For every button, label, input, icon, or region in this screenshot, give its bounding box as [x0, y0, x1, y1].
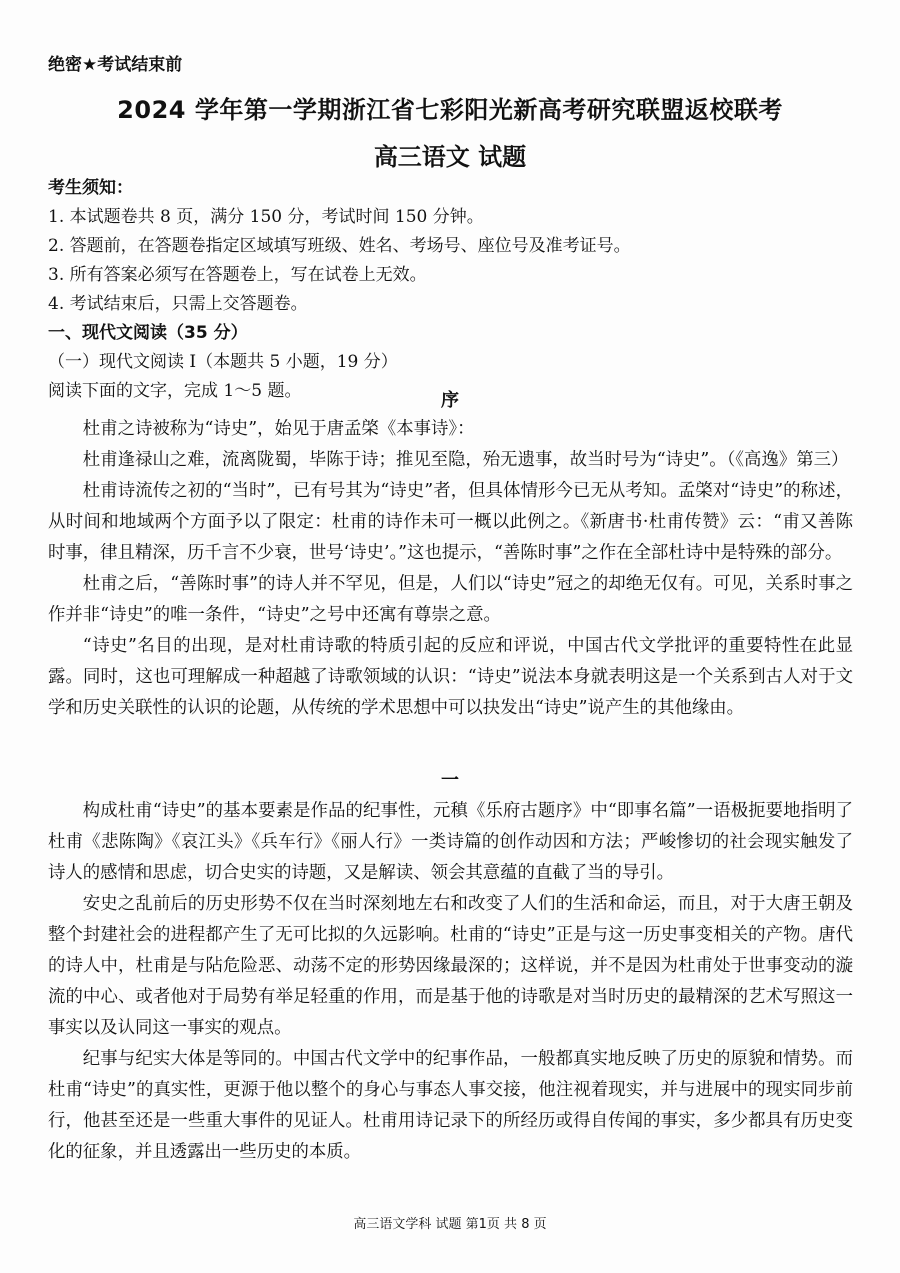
article-body [48, 796, 853, 1168]
page-footer: 高三语文学科 试题 第1页 共 8 页 [353, 1217, 547, 1232]
notice-item: 4. 考试结束后，只需上交答题卷。 [48, 294, 308, 314]
notice-item: 2. 答题前，在答题卷指定区域填写班级、姓名、考场号、座位号及准考证号。 [48, 236, 631, 256]
notice-block [48, 174, 858, 406]
subsection-title: （一）现代文阅读 I（本题共 5 小题，19 分） [48, 352, 398, 372]
confidential-label: 绝密★考试结束前 [48, 55, 183, 75]
paragraph: 纪事与纪实大体是等同的。中国古代文学中的纪事作品，一般都真实地反映了历史的原貌和情势。而杜甫“诗史”的真实性，更源于他以整个的身心与事态人事交接，他注视着现实，并与进展中的现实同步前行，他甚至还是一些重大事件的见证人。杜甫用诗记录下的所经历或得自传闻的事实，多少都具有历史变化的征象，并且透露出一些历史的本质。 [48, 1049, 853, 1162]
paragraph: 杜甫之后，“善陈时事”的诗人并不罕见，但是，人们以“诗史”冠之的却绝无仅有。可见，关系时事之作并非“诗史”的唯一条件，“诗史”之号中还寓有尊崇之意。 [48, 574, 853, 625]
quoted-paragraph: 杜甫逢禄山之难，流离陇蜀，毕陈于诗；推见至隐，殆无遗事，故当时号为“诗史”。（《高逸》第三） [82, 450, 849, 470]
reading-instruction: 阅读下面的文字，完成 1～5 题。 [48, 381, 302, 401]
exam-subtitle: 高三语文 试题 [373, 143, 527, 171]
article-intro [48, 414, 853, 724]
paragraph: 构成杜甫“诗史”的基本要素是作品的纪事性，元稹《乐府古题序》中“即事名篇”一语极扼要地指明了杜甫《悲陈陶》《哀江头》《兵车行》《丽人行》一类诗篇的创作动因和方法；严峻惨切的社会现实触发了诗人的感情和思虑，切合史实的诗题，又是解读、领会其意蕴的直截了当的导引。 [48, 801, 853, 883]
section-title: 一、现代文阅读（35 分） [48, 323, 248, 343]
notice-item: 1. 本试题卷共 8 页，满分 150 分，考试时间 150 分钟。 [48, 207, 484, 227]
paragraph: “诗史”名目的出现，是对杜甫诗歌的特质引起的反应和评说，中国古代文学批评的重要特性在此显露。同时，这也可理解成一种超越了诗歌领域的认识：“诗史”说法本身就表明这是一个关系到古人对于文学和历史关联性的认识的论题，从传统的学术思想中可以抉发出“诗史”说产生的其他缘由。 [48, 636, 853, 718]
paragraph: 杜甫诗流传之初的“当时”，已有号其为“诗史”者，但具体情形今已无从考知。孟棨对“诗史”的称述，从时间和地域两个方面予以了限定：杜甫的诗作未可一概以此例之。《新唐书·杜甫传赞》云：“甫又善陈时事，律且精深，历千言不少衰，世号‘诗史’。”这也提示，“善陈时事”之作在全部杜诗中是特殊的部分。 [48, 481, 853, 563]
section-number: 一 [441, 770, 459, 791]
paragraph: 杜甫之诗被称为“诗史”，始见于唐孟棨《本事诗》： [82, 419, 475, 439]
paragraph: 安史之乱前后的历史形势不仅在当时深刻地左右和改变了人们的生活和命运，而且，对于大唐王朝及整个封建社会的进程都产生了无可比拟的久远影响。杜甫的“诗史”正是与这一历史事变相关的产物。唐代的诗人中，杜甫是与阽危险恶、动荡不定的形势因缘最深的；这样说，并不是因为杜甫处于世事变动的漩流的中心、或者他对于局势有举足轻重的作用，而是基于他的诗歌是对当时历史的最精深的艺术写照这一事实以及认同这一事实的观点。 [48, 894, 853, 1038]
notice-heading: 考生须知： [48, 178, 133, 198]
article-title: 序 [441, 390, 459, 411]
notice-item: 3. 所有答案必须写在答题卷上，写在试卷上无效。 [48, 265, 427, 285]
exam-title: 2024 学年第一学期浙江省七彩阳光新高考研究联盟返校联考 [117, 96, 783, 124]
